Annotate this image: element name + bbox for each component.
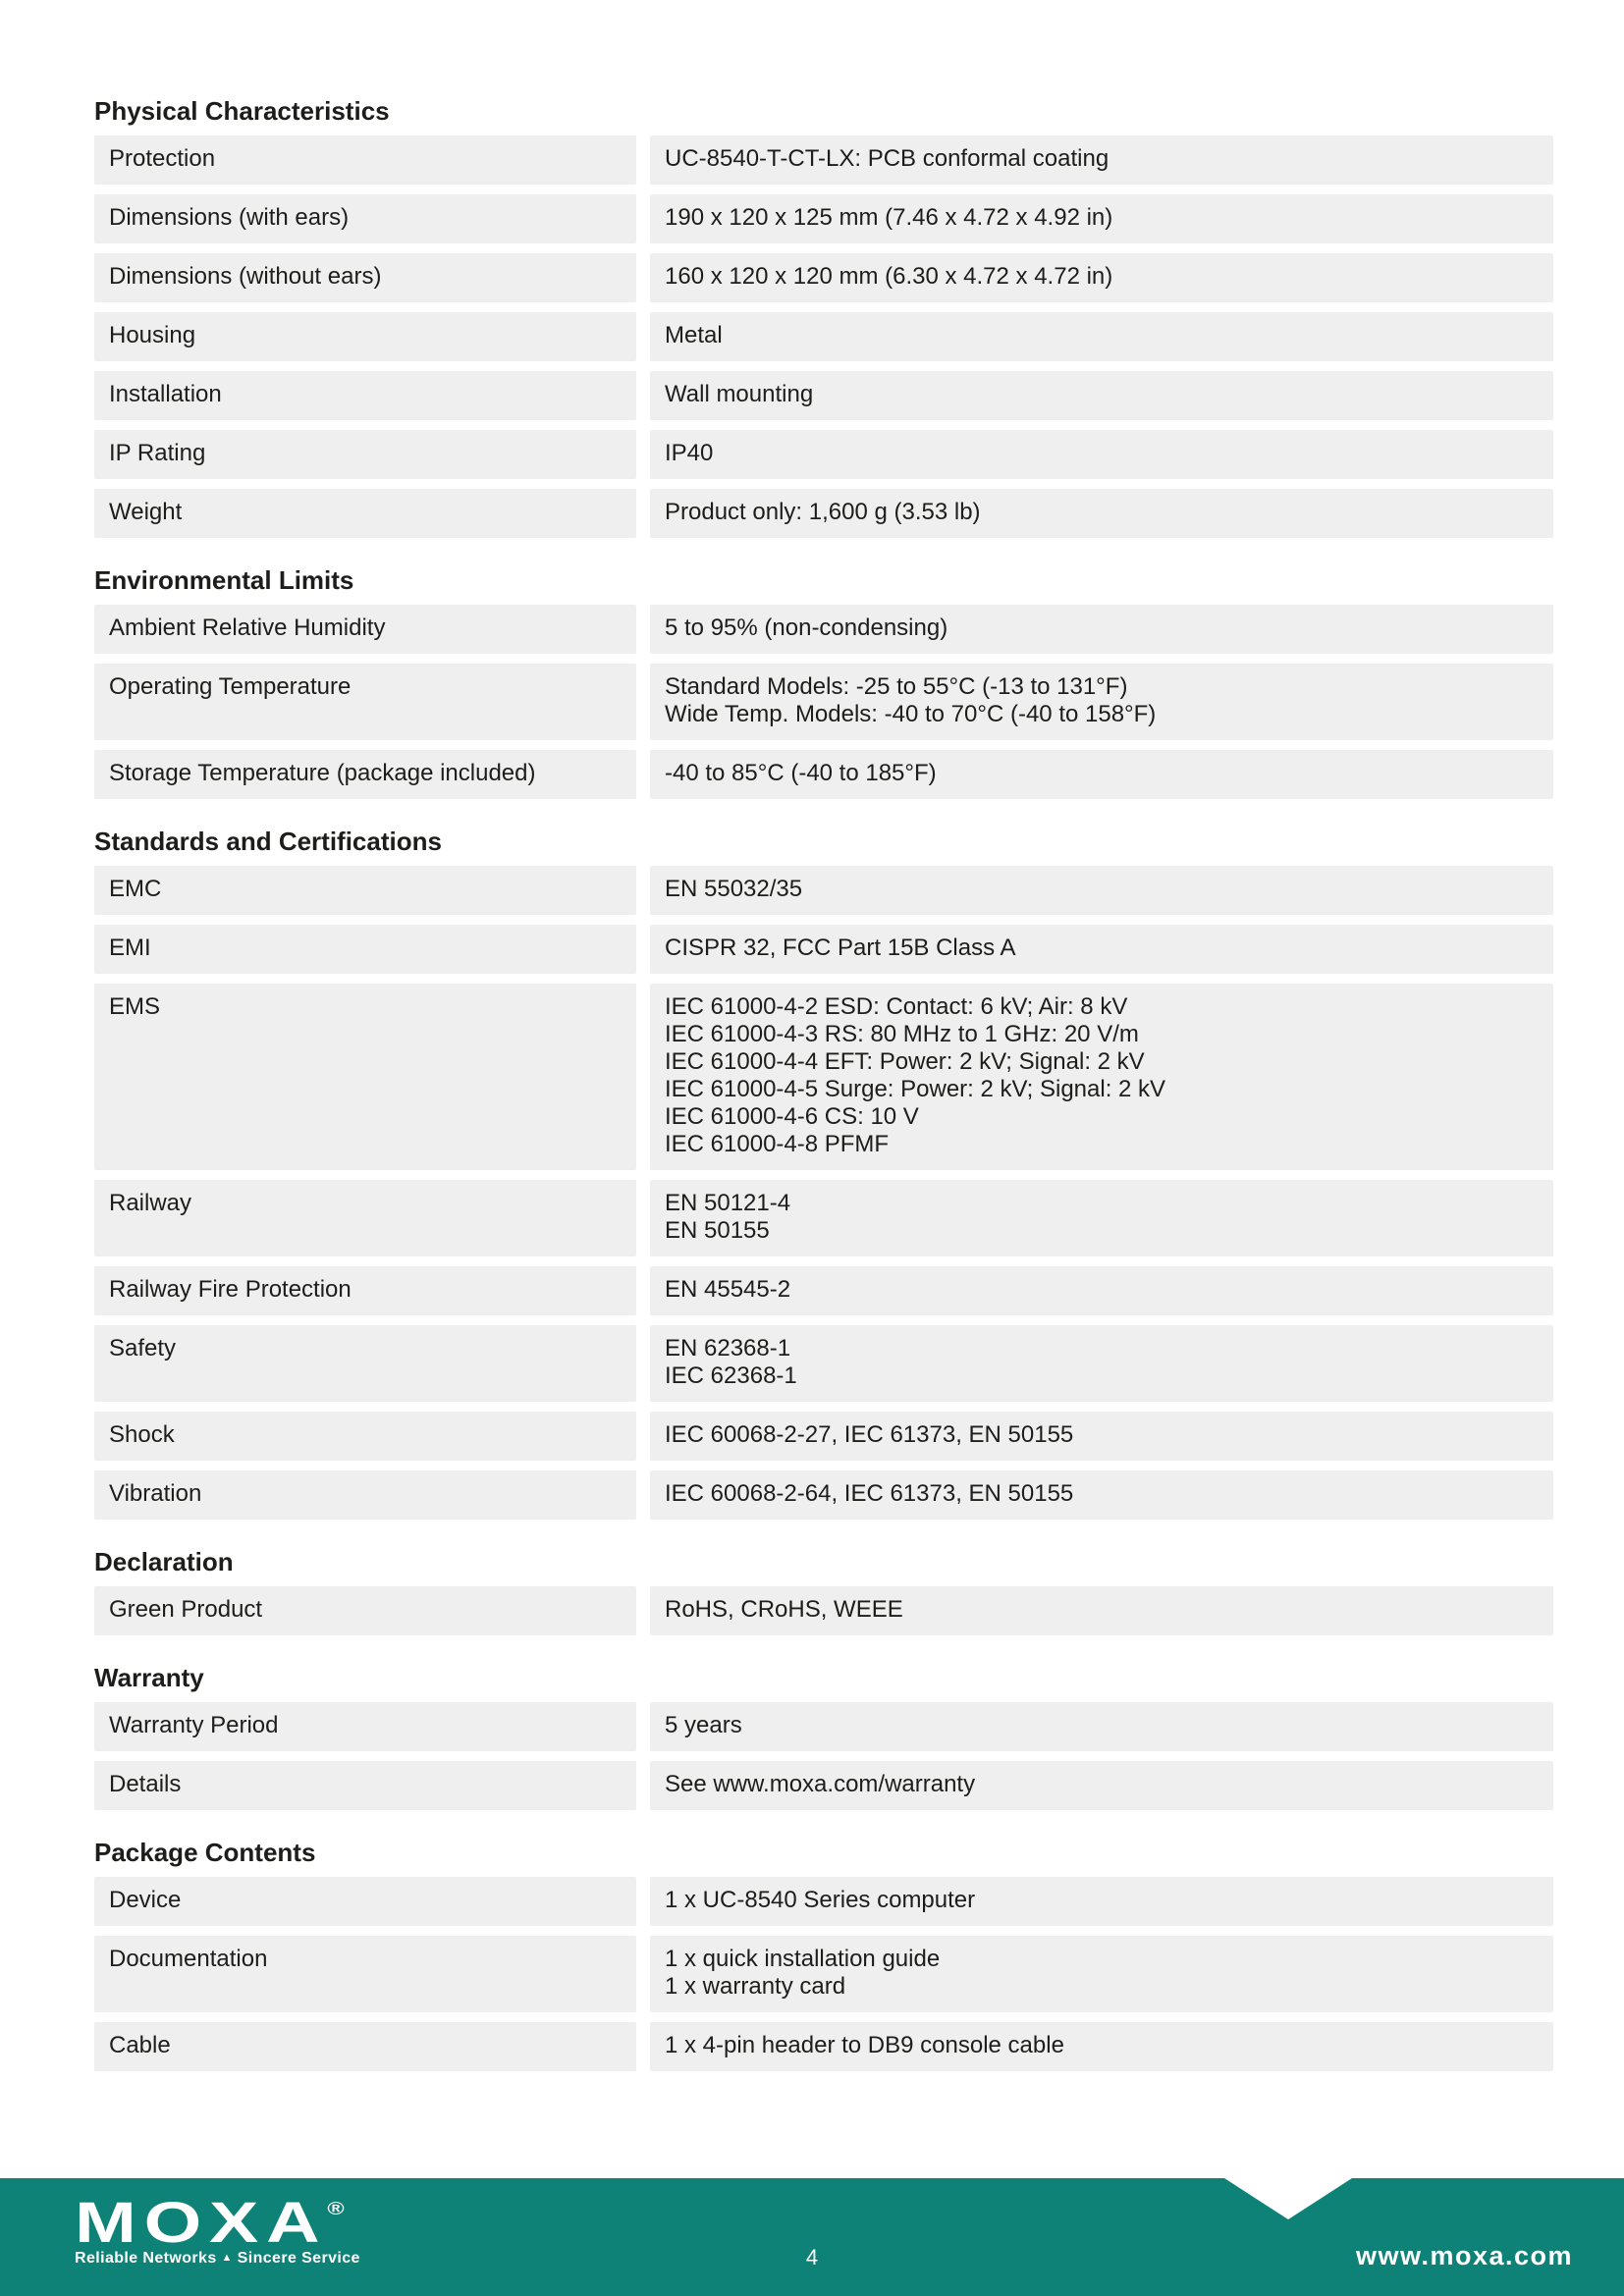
spec-value: 190 x 120 x 125 mm (7.46 x 4.72 x 4.92 in) [650, 194, 1553, 243]
spec-label: Cable [94, 2022, 636, 2071]
section-title: Environmental Limits [94, 565, 354, 595]
spec-table [94, 1877, 1553, 2071]
spec-value: CISPR 32, FCC Part 15B Class A [650, 925, 1553, 974]
spec-row [94, 1180, 1553, 1256]
spec-label: Shock [94, 1412, 636, 1461]
spec-label: Warranty Period [94, 1702, 636, 1751]
spec-row [94, 605, 1553, 654]
spec-row [94, 194, 1553, 243]
spec-row [94, 1266, 1553, 1315]
spec-row [94, 489, 1553, 538]
spec-label: Documentation [94, 1936, 636, 2012]
section-physical-characteristics [94, 96, 1553, 538]
section-declaration [94, 1547, 1553, 1635]
spec-table [94, 866, 1553, 1520]
spec-row [94, 1412, 1553, 1461]
spec-row [94, 1936, 1553, 2012]
spec-row [94, 2022, 1553, 2071]
spec-label: Dimensions (with ears) [94, 194, 636, 243]
section-package-contents [94, 1838, 1553, 2071]
spec-value: -40 to 85°C (-40 to 185°F) [650, 750, 1553, 799]
spec-value: IEC 60068-2-64, IEC 61373, EN 50155 [650, 1470, 1553, 1520]
spec-value: RoHS, CRoHS, WEEE [650, 1586, 1553, 1635]
spec-value: 1 x quick installation guide 1 x warranty card [650, 1936, 1553, 2012]
spec-value: 1 x 4-pin header to DB9 console cable [650, 2022, 1553, 2071]
spec-value: Metal [650, 312, 1553, 361]
spec-value: Standard Models: -25 to 55°C (-13 to 131°F) Wide Temp. Models: -40 to 70°C (-40 to 158°F) [650, 664, 1553, 740]
spec-label: Operating Temperature [94, 664, 636, 740]
spec-row [94, 430, 1553, 479]
footer-bar [0, 2178, 1624, 2296]
spec-value: IEC 60068-2-27, IEC 61373, EN 50155 [650, 1412, 1553, 1461]
spec-label: Vibration [94, 1470, 636, 1520]
spec-value: IEC 61000-4-2 ESD: Contact: 6 kV; Air: 8 kV IEC 61000-4-3 RS: 80 MHz to 1 GHz: 20 V/m IEC 61000-4-4 EFT: Power: 2 kV; Signal: 2 kV IEC 61000-4-5 Surge: Power: 2 kV; Signal: 2 kV IEC 61000-4-6 CS: 10 V IEC 61000-4-8 PFMF [650, 984, 1553, 1170]
spec-value: 5 to 95% (non-condensing) [650, 605, 1553, 654]
spec-label: Safety [94, 1325, 636, 1402]
section-standards-certifications [94, 827, 1553, 1520]
section-environmental-limits [94, 565, 1553, 799]
spec-label: Railway [94, 1180, 636, 1256]
spec-label: EMC [94, 866, 636, 915]
spec-row [94, 1586, 1553, 1635]
spec-row [94, 664, 1553, 740]
spec-label: Details [94, 1761, 636, 1810]
spec-label: Ambient Relative Humidity [94, 605, 636, 654]
spec-row [94, 750, 1553, 799]
spec-label: Railway Fire Protection [94, 1266, 636, 1315]
spec-value: See www.moxa.com/warranty [650, 1761, 1553, 1810]
spec-label: Device [94, 1877, 636, 1926]
spec-table [94, 1702, 1553, 1810]
spec-value: EN 50121-4 EN 50155 [650, 1180, 1553, 1256]
spec-value: Wall mounting [650, 371, 1553, 420]
section-title: Declaration [94, 1547, 234, 1576]
spec-label: Storage Temperature (package included) [94, 750, 636, 799]
registered-trademark-icon: ® [327, 2199, 345, 2218]
spec-value: 1 x UC-8540 Series computer [650, 1877, 1553, 1926]
notch-triangle-icon [1224, 2178, 1352, 2219]
datasheet-content [94, 96, 1553, 2081]
spec-row [94, 1877, 1553, 1926]
spec-value: UC-8540-T-CT-LX: PCB conformal coating [650, 135, 1553, 185]
spec-label: Weight [94, 489, 636, 538]
spec-value: IP40 [650, 430, 1553, 479]
triangle-icon: ▲ [221, 2252, 233, 2265]
section-title: Warranty [94, 1663, 204, 1692]
spec-row [94, 1702, 1553, 1751]
moxa-wordmark: MOXA [75, 2191, 328, 2255]
spec-label: Installation [94, 371, 636, 420]
website-link[interactable]: www.moxa.com [1355, 2241, 1573, 2270]
spec-row [94, 1761, 1553, 1810]
spec-row [94, 984, 1553, 1170]
spec-value: EN 55032/35 [650, 866, 1553, 915]
spec-table [94, 1586, 1553, 1635]
section-title: Physical Characteristics [94, 96, 390, 126]
spec-label: EMI [94, 925, 636, 974]
spec-label: Dimensions (without ears) [94, 253, 636, 302]
spec-label: Housing [94, 312, 636, 361]
page-number: 4 [805, 2245, 819, 2269]
spec-label: Green Product [94, 1586, 636, 1635]
spec-row [94, 253, 1553, 302]
spec-row [94, 312, 1553, 361]
spec-value: EN 45545-2 [650, 1266, 1553, 1315]
spec-row [94, 371, 1553, 420]
spec-value: Product only: 1,600 g (3.53 lb) [650, 489, 1553, 538]
spec-value: EN 62368-1 IEC 62368-1 [650, 1325, 1553, 1402]
spec-value: 5 years [650, 1702, 1553, 1751]
spec-label: EMS [94, 984, 636, 1170]
spec-row [94, 135, 1553, 185]
spec-value: 160 x 120 x 120 mm (6.30 x 4.72 x 4.72 in) [650, 253, 1553, 302]
section-warranty [94, 1663, 1553, 1810]
moxa-tagline: Reliable Networks ▲ Sincere Service [75, 2250, 360, 2268]
spec-row [94, 1470, 1553, 1520]
spec-label: Protection [94, 135, 636, 185]
spec-label: IP Rating [94, 430, 636, 479]
spec-table [94, 135, 1553, 538]
spec-row [94, 1325, 1553, 1402]
spec-table [94, 605, 1553, 799]
spec-row [94, 925, 1553, 974]
section-title: Package Contents [94, 1838, 316, 1867]
section-title: Standards and Certifications [94, 827, 442, 856]
spec-row [94, 866, 1553, 915]
